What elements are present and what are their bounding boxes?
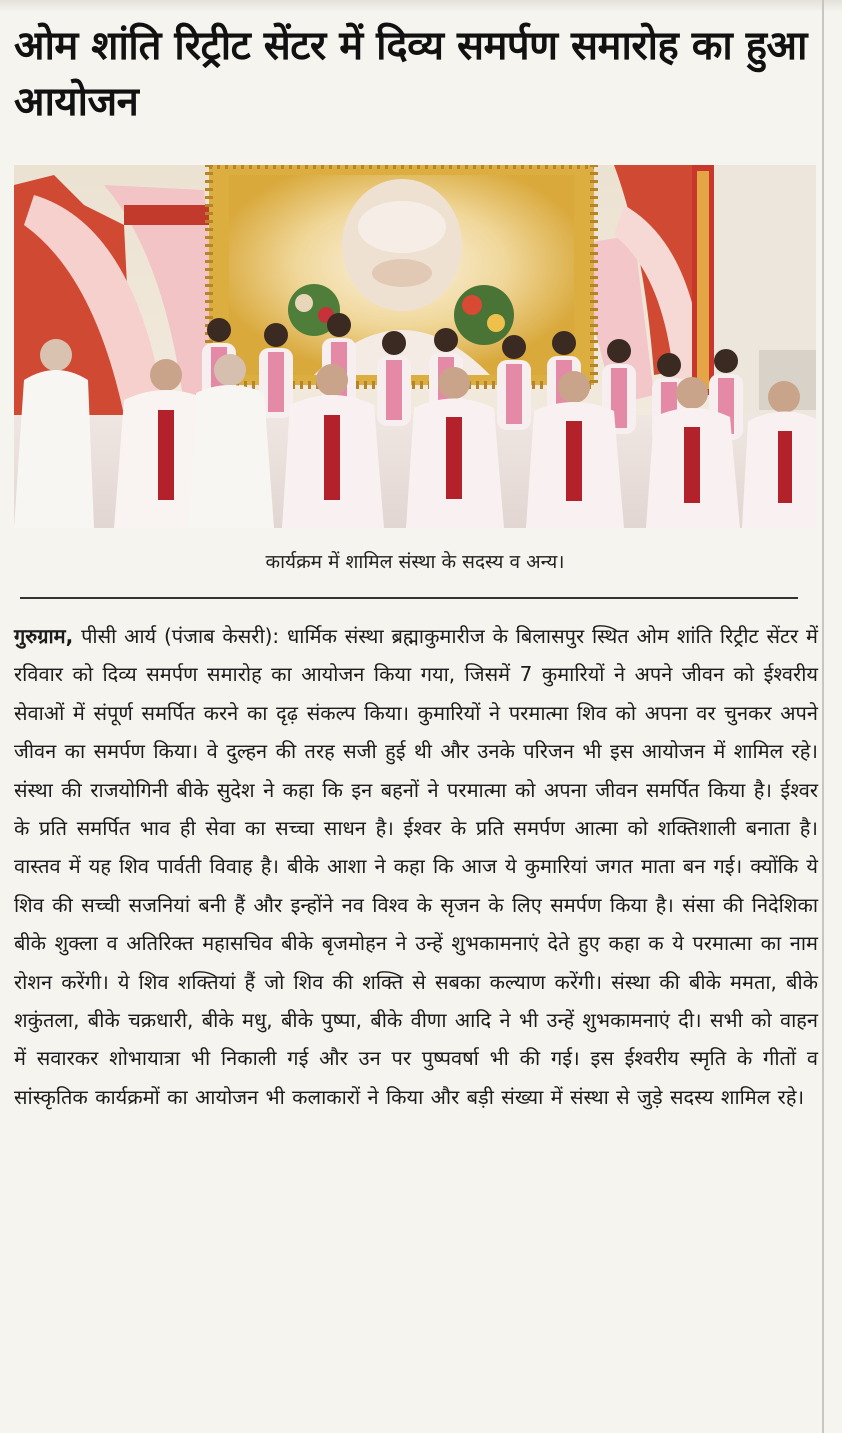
headline: ओम शांति रिट्रीट सेंटर में दिव्य समर्पण समारोह का हुआ आयोजन (14, 23, 807, 125)
dateline-byline: पीसी आर्य (पंजाब केसरी): (73, 624, 287, 648)
caption-divider (20, 597, 798, 599)
photo-caption: कार्यक्रम में शामिल संस्था के सदस्य व अन्य। (265, 551, 565, 573)
news-photo (14, 165, 816, 528)
column-rule (822, 0, 824, 1433)
article-text: धार्मिक संस्था ब्रह्माकुमारीज के बिलासपुर स्थित ओम शांति रिट्रीट सेंटर में रविवार को दिव्य समर्पण समारोह का आयोजन किया गया, जिसमें 7 कुमारियों ने अपने जीवन को ईश्वरीय सेवाओं में संपूर्ण समर्पित करने का दृढ़ संकल्प किया। कुमारियों ने परमात्मा शिव को अपना वर चुनकर अपने जीवन का समर्पण किया। वे दुल्हन की तरह सजी हुई थी और उनके परिजन भी इस आयोजन में शामिल रहे। संस्था की राजयोगिनी बीके सुदेश ने कहा कि इन बहनों ने परमात्मा को अपना जीवन समर्पित किया है। ईश्वर के प्रति समर्पित भाव ही सेवा का सच्चा साधन है। ईश्वर के प्रति समर्पण आत्मा को शक्तिशाली बनाता है। वास्तव में यह शिव पार्वती विवाह है। बीके आशा ने कहा कि आज ये कुमारियां जगत माता बन गई। क्योंकि ये शिव की सच्ची सजनियां बनी हैं और इन्होंने नव विश्व के सृजन के लिए समर्पण किया है। संसा की निदेशिका बीके शुक्ला व अतिरिक्त महासचिव बीके बृजमोहन ने उन्हें शुभकामनाएं देते हुए कहा क ये परमात्मा का नाम रोशन करेंगी। ये शिव शक्तियां हैं जो शिव की शक्ति से सबका कल्याण करेंगी। संस्था की बीके ममता, बीके शकुंतला, बीके चक्रधारी, बीके मधु, बीके पुष्पा, बीके वीणा आदि ने भी उन्हें शुभकामनाएं दी। सभी को वाहन में सवारकर शोभायात्रा भी निकाली गई और उन पर पुष्पवर्षा भी की गई। इस ईश्वरीय स्मृति के गीतों व सांस्कृतिक कार्यक्रमों का आयोजन भी कलाकारों ने किया और बड़ी संख्या में संस्था से जुड़े सदस्य शामिल रहे। (14, 624, 818, 1109)
dateline-place: गुरुग्राम, (14, 624, 74, 648)
clipped-previous-column (0, 0, 842, 12)
article-body (14, 617, 818, 1116)
